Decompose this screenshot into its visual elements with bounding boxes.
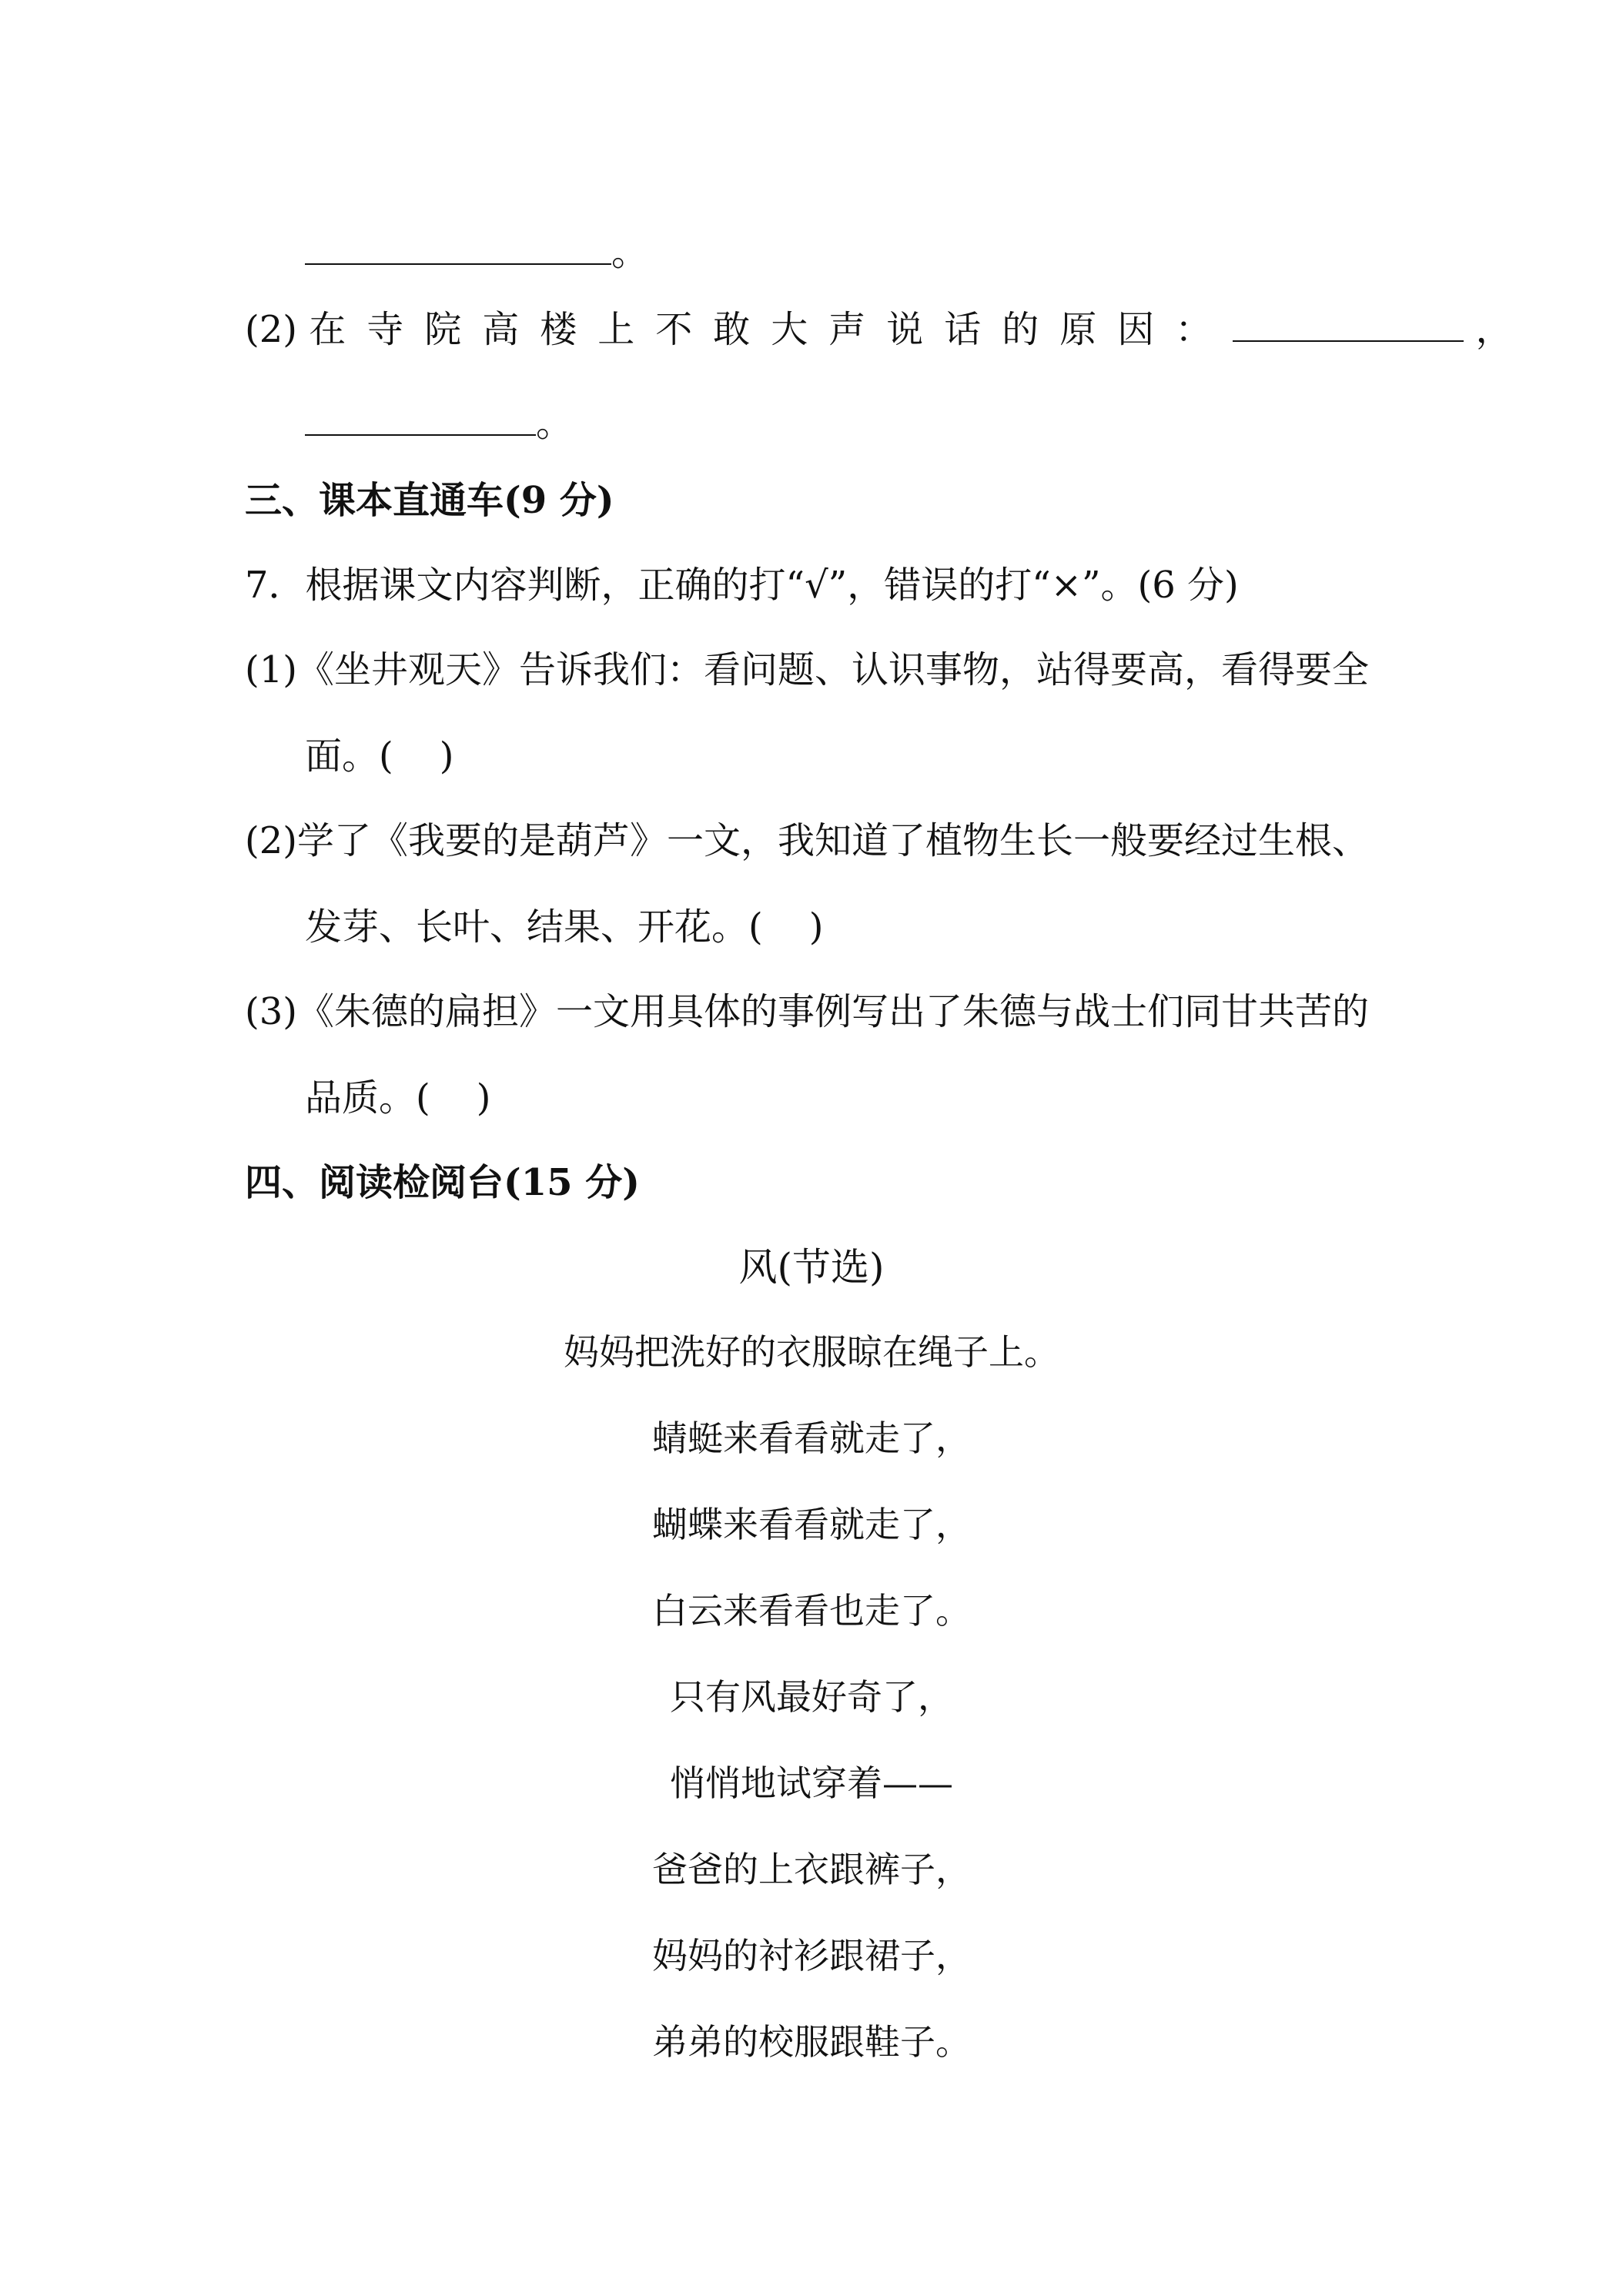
q7-item2-text: 发芽、长叶、结果、开花。( bbox=[305, 905, 763, 949]
q7-item1-line1: (1)《坐井观天》告诉我们：看问题、认识事物，站得要高，看得要全 bbox=[245, 648, 1369, 691]
q7-item3-line2 bbox=[305, 1075, 490, 1121]
poem-line: 弟弟的校服跟鞋子。 bbox=[652, 2021, 971, 2063]
poem-line: 白云来看看也走了。 bbox=[652, 1590, 971, 1632]
poem-title: 风(节选) bbox=[738, 1245, 885, 1290]
poem-line: 妈妈的衬衫跟裙子， bbox=[652, 1935, 971, 1976]
q6-item2-comma: ， bbox=[1475, 308, 1513, 351]
q7-item2-close: ) bbox=[808, 905, 824, 949]
q7-item3-close: ) bbox=[476, 1076, 491, 1120]
poem-line: 蝴蝶来看看就走了， bbox=[652, 1504, 971, 1545]
q7-item3-text: 品质。( bbox=[305, 1076, 430, 1120]
q6-item2-end: 。 bbox=[536, 402, 574, 445]
q7-item2-line1: (2)学了《我要的是葫芦》一文，我知道了植物生长一般要经过生根、 bbox=[245, 819, 1369, 862]
poem-line: 爸爸的上衣跟裤子， bbox=[652, 1849, 971, 1890]
q7-item1-line2 bbox=[305, 733, 453, 779]
q6-item2-label: (2) bbox=[245, 308, 297, 351]
q7-item1-text: 面。( bbox=[305, 735, 393, 778]
q6-line1-end: 。 bbox=[611, 231, 649, 274]
q6-item2-line2 bbox=[305, 400, 573, 447]
q7-item1-close: ) bbox=[439, 735, 454, 778]
q6-item2-text: 在寺院高楼上不敢大声说话的原因： bbox=[309, 308, 1233, 351]
q7-item3-line1: (3)《朱德的扁担》一文用具体的事例写出了朱德与战士们同甘共苦的 bbox=[245, 990, 1369, 1033]
answer-blank[interactable] bbox=[305, 229, 611, 265]
poem-line: 只有风最好奇了， bbox=[670, 1676, 953, 1718]
q7-item2-line2 bbox=[305, 904, 823, 950]
q6-item2 bbox=[245, 306, 1513, 353]
answer-blank[interactable] bbox=[1233, 306, 1464, 342]
q6-line1 bbox=[305, 229, 648, 276]
answer-blank[interactable] bbox=[305, 400, 536, 436]
q7-stem: 7．根据课文内容判断，正确的打“√”，错误的打“×”。(6 分) bbox=[245, 564, 1239, 607]
poem-line: 悄悄地试穿着—— bbox=[670, 1762, 953, 1804]
poem-line: 妈妈把洗好的衣服晾在绳子上。 bbox=[564, 1331, 1059, 1373]
poem-line: 蜻蜓来看看就走了， bbox=[652, 1417, 971, 1459]
section4-heading: 四、阅读检阅台(15 分) bbox=[245, 1161, 640, 1204]
section3-heading: 三、课本直通车(9 分) bbox=[245, 479, 614, 522]
